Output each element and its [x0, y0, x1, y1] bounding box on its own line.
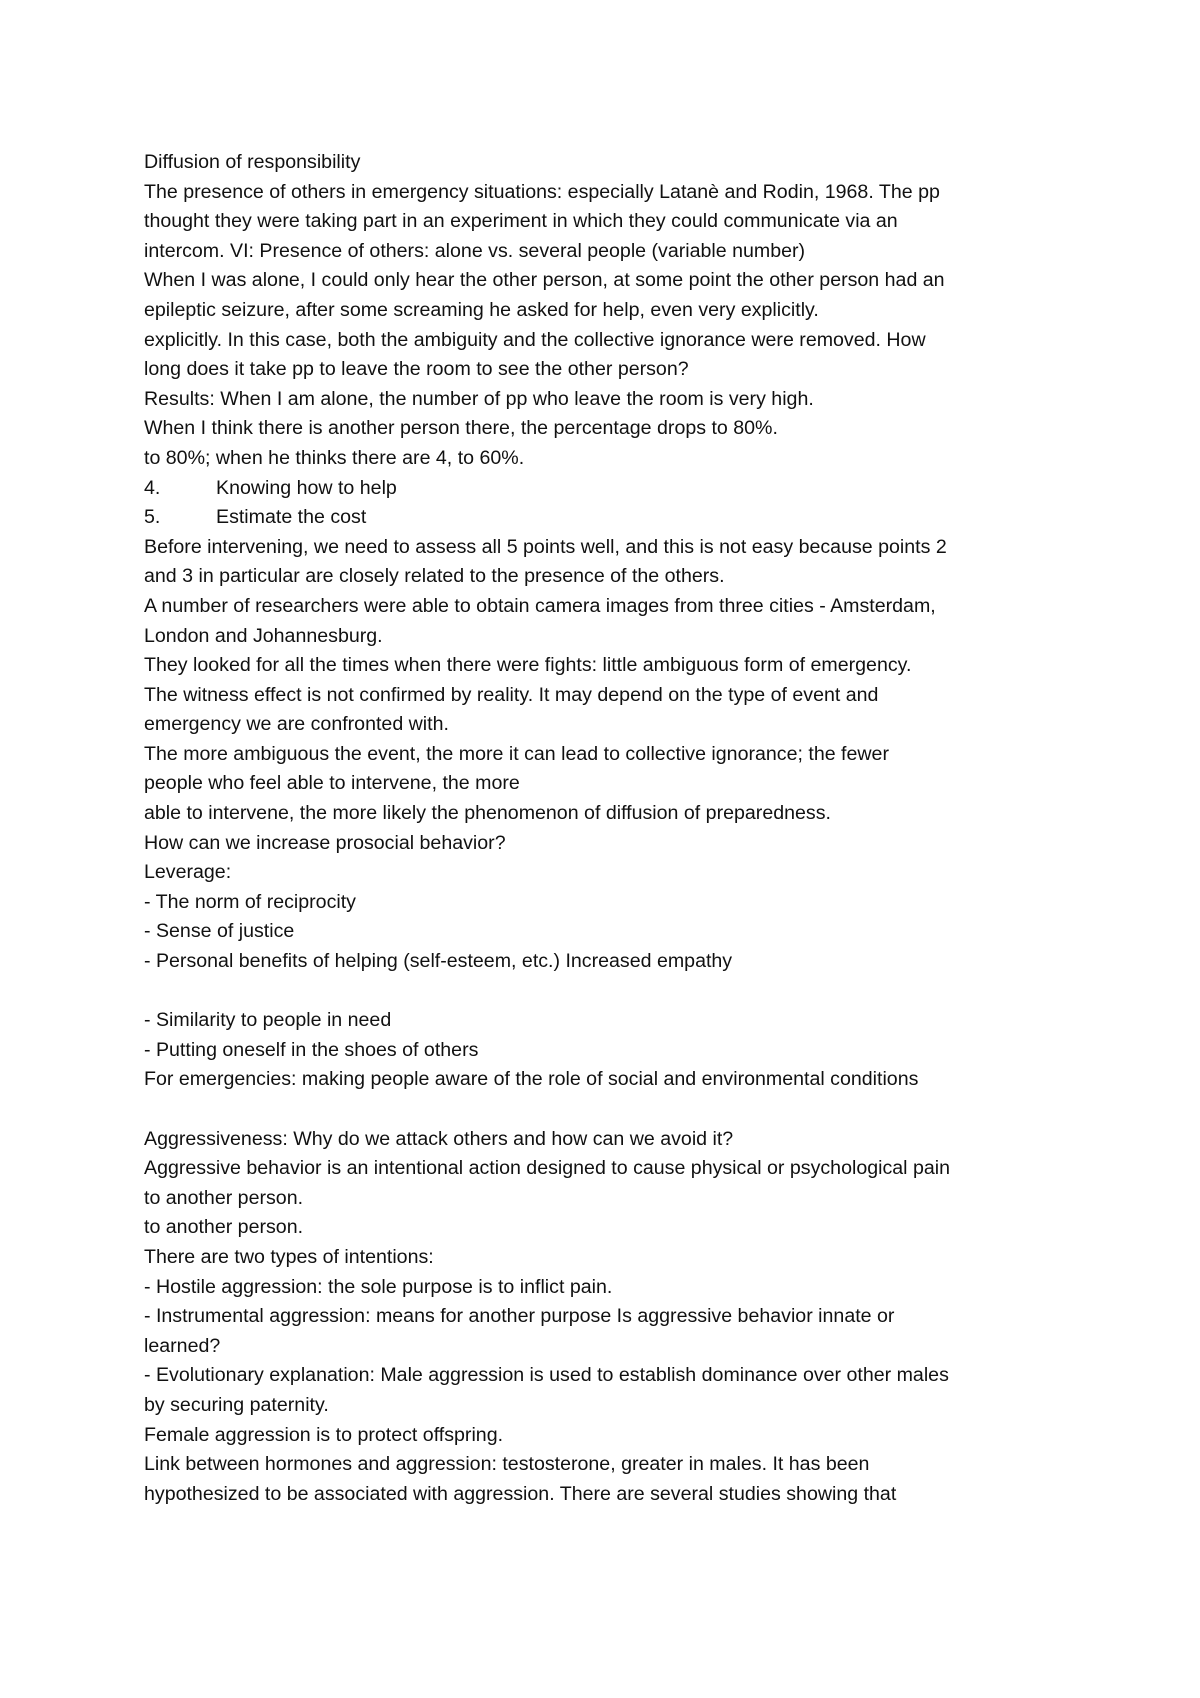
paragraph-line: by securing paternity.	[144, 1393, 329, 1416]
item-number: 5.	[144, 506, 161, 529]
paragraph-line: emergency we are confronted with.	[144, 713, 449, 736]
item-text: Knowing how to help	[216, 476, 397, 499]
paragraph-line: The presence of others in emergency situations: especially Latanè and Rodin, 1968. The pp	[144, 180, 940, 203]
heading-diffusion: Diffusion of responsibility	[144, 151, 361, 173]
paragraph-line: learned?	[144, 1334, 221, 1357]
paragraph-line: thought they were taking part in an experiment in which they could communicate via an	[144, 210, 898, 233]
item-text: Estimate the cost	[216, 506, 367, 529]
paragraph-line: For emergencies: making people aware of the role of social and environmental conditions	[144, 1068, 919, 1091]
paragraph-line: epileptic seizure, after some screaming he asked for help, even very explicitly.	[144, 298, 819, 321]
paragraph-line: They looked for all the times when there were fights: little ambiguous form of emergency.	[144, 654, 912, 677]
list-item: - Similarity to people in need	[144, 1009, 392, 1032]
numbered-item	[144, 503, 1074, 533]
item-number: 4.	[144, 476, 161, 499]
paragraph-line: people who feel able to intervene, the more	[144, 772, 520, 795]
paragraph-line: There are two types of intentions:	[144, 1245, 434, 1268]
paragraph-line: Aggressive behavior is an intentional action designed to cause physical or psychological pain	[144, 1157, 951, 1180]
paragraph-line: and 3 in particular are closely related to the presence of the others.	[144, 565, 725, 588]
paragraph-line: explicitly. In this case, both the ambiguity and the collective ignorance were removed. How	[144, 328, 926, 351]
paragraph-line: able to intervene, the more likely the phenomenon of diffusion of preparedness.	[144, 802, 831, 825]
paragraph-line: When I think there is another person there, the percentage drops to 80%.	[144, 417, 778, 440]
paragraph-line: London and Johannesburg.	[144, 624, 383, 647]
list-item: - Hostile aggression: the sole purpose is to inflict pain.	[144, 1275, 613, 1298]
list-item: - Sense of justice	[144, 920, 295, 943]
numbered-item	[144, 474, 1074, 504]
paragraph-line: When I was alone, I could only hear the other person, at some point the other person had an	[144, 269, 945, 292]
paragraph-line: Results: When I am alone, the number of pp who leave the room is very high.	[144, 387, 814, 410]
paragraph-line: hypothesized to be associated with aggression. There are several studies showing that	[144, 1482, 897, 1505]
paragraph-line: Female aggression is to protect offspring.	[144, 1423, 504, 1446]
list-item: - The norm of reciprocity	[144, 890, 356, 913]
paragraph-line: A number of researchers were able to obtain camera images from three cities - Amsterdam,	[144, 594, 936, 617]
blank-line	[144, 977, 1074, 1007]
document-body	[144, 148, 1074, 1509]
paragraph-line: How can we increase prosocial behavior?	[144, 831, 506, 854]
paragraph-line: long does it take pp to leave the room to see the other person?	[144, 358, 689, 381]
paragraph-line: to another person.	[144, 1216, 304, 1239]
paragraph-line: The more ambiguous the event, the more it can lead to collective ignorance; the fewer	[144, 742, 889, 765]
paragraph-line: Link between hormones and aggression: testosterone, greater in males. It has been	[144, 1453, 870, 1476]
paragraph-line: The witness effect is not confirmed by reality. It may depend on the type of event and	[144, 683, 879, 706]
list-item: - Putting oneself in the shoes of others	[144, 1038, 479, 1061]
paragraph-line: intercom. VI: Presence of others: alone vs. several people (variable number)	[144, 239, 806, 262]
paragraph-line: to 80%; when he thinks there are 4, to 60%.	[144, 446, 525, 469]
list-item: - Evolutionary explanation: Male aggression is used to establish dominance over other males	[144, 1364, 949, 1387]
heading-aggressiveness: Aggressiveness: Why do we attack others and how can we avoid it?	[144, 1127, 734, 1150]
list-item: - Instrumental aggression: means for another purpose Is aggressive behavior innate or	[144, 1305, 895, 1328]
list-item: - Personal benefits of helping (self-esteem, etc.) Increased empathy	[144, 950, 733, 973]
paragraph-line: Before intervening, we need to assess all 5 points well, and this is not easy because points 2	[144, 535, 947, 558]
paragraph-line: to another person.	[144, 1186, 304, 1209]
blank-line	[144, 1095, 1074, 1125]
paragraph-line: Leverage:	[144, 861, 232, 884]
